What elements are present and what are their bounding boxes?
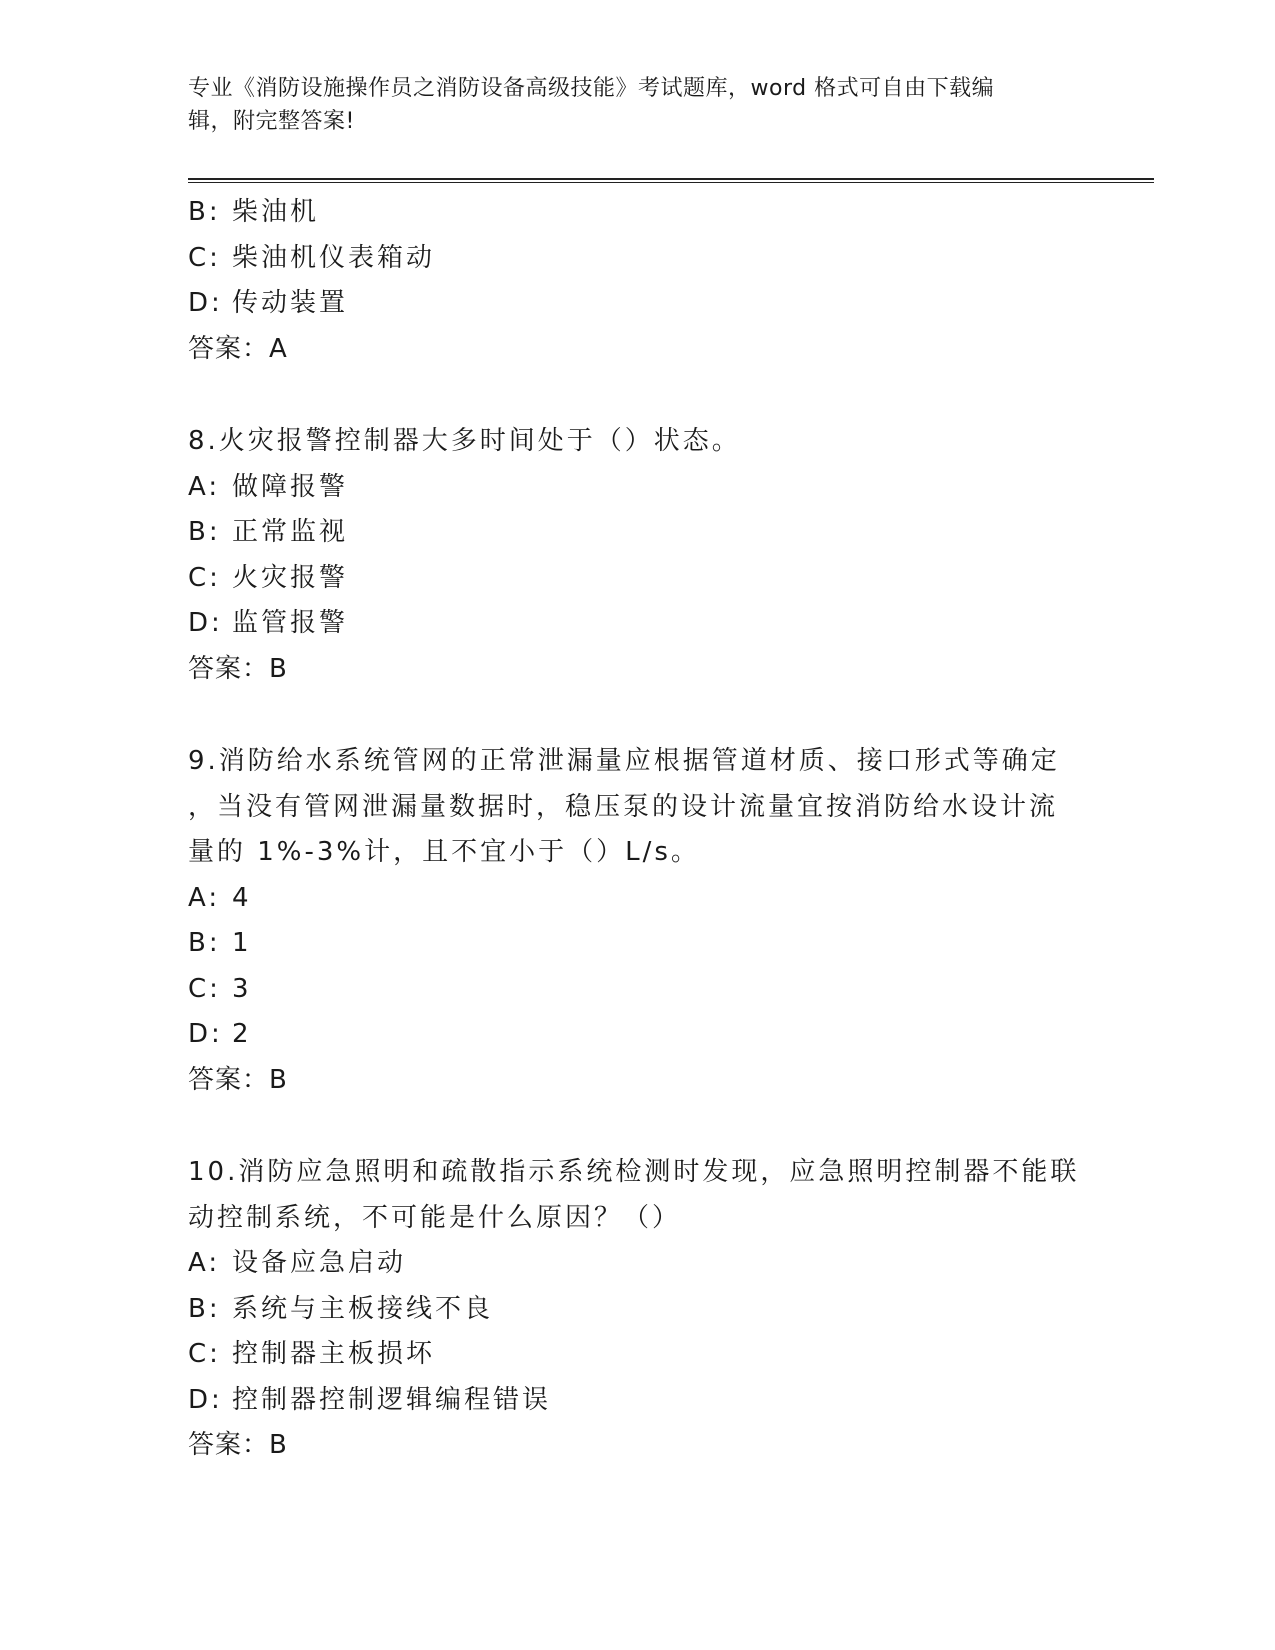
question-stem-line: 9.消防给水系统管网的正常泄漏量应根据管道材质、接口形式等确定 (188, 746, 1060, 776)
option-c (188, 967, 1088, 1013)
option-key: B: (188, 197, 221, 227)
option-d (188, 1012, 1088, 1058)
option-text: 控制器主板损坏 (232, 1339, 436, 1369)
option-key: A: (188, 1248, 221, 1278)
option-text: 柴油机仪表箱动 (232, 242, 436, 273)
option-b (188, 190, 1088, 236)
option-d (188, 601, 1088, 647)
question-7-tail (188, 190, 1088, 372)
spacer (188, 692, 1088, 739)
answer-line: 答案：B (188, 653, 288, 684)
option-text: 系统与主板接线不良 (232, 1293, 494, 1324)
option-key: A: (188, 882, 221, 913)
option-text: 2 (232, 1019, 252, 1049)
option-text: 1 (232, 928, 252, 958)
option-text: 3 (232, 973, 252, 1004)
option-c (188, 556, 1088, 602)
header-divider (188, 178, 1154, 183)
option-text: 传动装置 (232, 288, 349, 318)
option-key: A: (188, 471, 221, 502)
question-stem-line: ，当没有管网泄漏量数据时，稳压泵的设计流量宜按消防给水设计流 (188, 791, 1059, 822)
option-key: D: (188, 288, 223, 318)
option-key: B: (188, 517, 221, 547)
option-c (188, 1332, 1088, 1378)
answer-line: 答案：A (188, 333, 288, 364)
option-b (188, 921, 1088, 967)
option-d (188, 1378, 1088, 1424)
spacer (188, 1103, 1088, 1150)
option-b (188, 1287, 1088, 1333)
option-a (188, 465, 1088, 511)
option-key: D: (188, 1384, 223, 1415)
option-key: C: (188, 562, 221, 593)
option-text: 柴油机 (232, 197, 320, 227)
option-key: C: (188, 1339, 221, 1369)
option-key: D: (188, 608, 223, 638)
option-c (188, 236, 1088, 282)
option-text: 正常监视 (232, 517, 349, 547)
question-9 (188, 739, 1088, 1103)
option-key: C: (188, 973, 221, 1004)
option-text: 做障报警 (232, 471, 349, 502)
option-d (188, 281, 1088, 327)
option-text: 控制器控制逻辑编程错误 (232, 1384, 552, 1415)
option-key: B: (188, 1293, 221, 1324)
option-text: 监管报警 (232, 608, 349, 638)
answer-line: 答案：B (188, 1064, 288, 1095)
option-text: 4 (232, 882, 252, 913)
option-key: D: (188, 1019, 223, 1049)
option-key: C: (188, 242, 221, 273)
spacer (188, 372, 1088, 419)
question-stem-line: 量的 1%-3%计，且不宜小于（）L/s。 (188, 837, 700, 867)
option-b (188, 510, 1088, 556)
page-header (188, 72, 1078, 138)
option-a (188, 876, 1088, 922)
option-a (188, 1241, 1088, 1287)
question-10 (188, 1150, 1088, 1469)
header-line-1: 专业《消防设施操作员之消防设备高级技能》考试题库，word 格式可自由下载编 (188, 76, 995, 101)
question-stem-line: 动控制系统，不可能是什么原因？（） (188, 1202, 682, 1233)
option-key: B: (188, 928, 221, 958)
question-8 (188, 419, 1088, 692)
question-stem-line: 8.火灾报警控制器大多时间处于（）状态。 (188, 426, 741, 456)
option-text: 设备应急启动 (232, 1248, 407, 1278)
answer-line: 答案：B (188, 1430, 288, 1460)
question-stem-line: 10.消防应急照明和疏散指示系统检测时发现，应急照明控制器不能联 (188, 1157, 1080, 1187)
option-text: 火灾报警 (232, 562, 349, 593)
question-list (188, 190, 1088, 1469)
header-line-2: 辑，附完整答案! (188, 109, 355, 134)
